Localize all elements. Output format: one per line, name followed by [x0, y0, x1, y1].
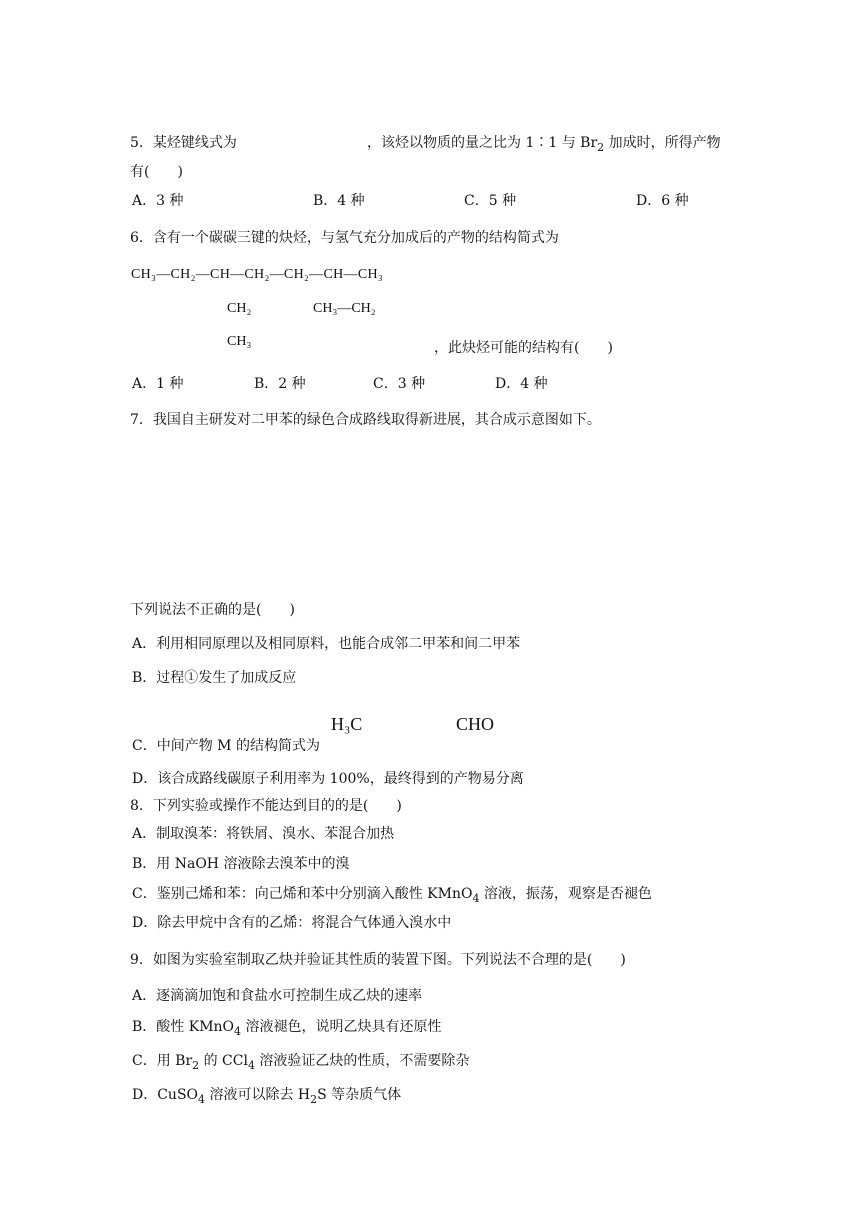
q9-label-kmno4: KMnO₄: [634, 1071, 670, 1083]
q7-option-a: A．利用相同原理以及相同原料，也能合成邻二甲苯和间二甲苯: [132, 636, 521, 652]
q5-stem-a: 5．某烃键线式为: [130, 135, 237, 151]
q7-isoprene: H₂C═C—CH═CH₂: [253, 472, 341, 484]
q7-process2: 过程②: [472, 543, 505, 555]
q7-plus: +: [596, 482, 604, 497]
q8-stem: 8．下列实验或操作不能达到目的的是( ): [130, 798, 402, 814]
q6-branch1-ch3: CH₃: [227, 334, 252, 349]
q6-option-d: D．4 种: [495, 376, 548, 392]
q7-acrolein-name: 丙烯醛: [280, 559, 313, 571]
q5-stem-line2: 有( ): [130, 164, 183, 180]
q6-option-b: B．2 种: [254, 376, 306, 392]
q5-option-a: A．3 种: [132, 193, 184, 209]
q7-product: 对二甲苯: [534, 548, 578, 560]
q7-question: 下列说法不正确的是( ): [130, 602, 295, 618]
q6-option-c: C．3 种: [373, 376, 426, 392]
q7-acrolein-o: O: [331, 523, 339, 535]
q7-isoprene-ch3: CH₃: [286, 492, 306, 504]
q9-option-a: A．逐滴滴加饱和食盐水可控制生成乙炔的速率: [132, 988, 423, 1004]
q9-option-b: B．酸性 KMnO$_4$ 溶液褪色，说明乙炔具有还原性: [132, 1019, 442, 1038]
q9-stem: 9．如图为实验室制取乙炔并验证其性质的装置下图。下列说法不合理的是( ): [130, 952, 626, 968]
q9-label-cuso4-solution: 溶液: [576, 1083, 601, 1097]
q5-option-b: B．4 种: [313, 193, 365, 209]
q9-label-brine: 饱和食盐水: [530, 1005, 591, 1019]
q5-option-d: D．6 种: [636, 193, 689, 209]
q7-process1: 过程①: [372, 496, 405, 508]
q9-option-d: D．CuSO$_4$ 溶液可以除去 $H_2S$ 等杂质气体: [132, 1087, 402, 1106]
q7-catalyst: 催化剂: [484, 573, 517, 585]
q9-label-cuso4: CuSO₄: [576, 1069, 607, 1081]
q8-option-a: A．制取溴苯：将铁屑、溴水、苯混合加热: [132, 826, 395, 842]
q6-branch2: CH₃—CH₂: [313, 301, 376, 316]
q6-tail: ，此炔烃可能的结构有( ): [434, 340, 613, 356]
q9-label-kmno4-solution: 溶液: [645, 1085, 670, 1099]
q9-label-carbide: 电石: [533, 1067, 558, 1081]
q9-option-c: C．用 $Br_2$ 的 CCl$_4$ 溶液验证乙炔的性质，不需要除杂: [132, 1053, 470, 1072]
q7-stem: 7．我国自主研发对二甲苯的绿色合成路线取得新进展，其合成示意图如下。: [130, 412, 601, 428]
q6-branch1-ch2: CH₂: [227, 301, 252, 316]
q8-option-c: C．鉴别己烯和苯：向己烯和苯中分别滴入酸性 KMnO$_4$ 溶液，振荡，观察是否褪色: [132, 886, 652, 905]
q7-option-c-right: CHO: [456, 714, 495, 734]
q6-option-a: A．1 种: [132, 376, 184, 392]
q7-option-c-left: H₃C: [331, 714, 363, 734]
q6-stem: 6．含有一个碳碳三键的炔烃，与氢气充分加成后的产物的结构简式为: [130, 230, 559, 246]
q6-formula-main: CH₃—CH₂—CH—CH₂—CH₂—CH—CH₃: [131, 267, 384, 282]
q7-option-d: D．该合成路线碳原子利用率为 100%，最终得到的产物易分离: [132, 771, 524, 787]
q5-option-c: C．5 种: [464, 193, 517, 209]
q9-label-acidic: 酸性: [645, 1053, 670, 1067]
q7-option-c: C．中间产物 M 的结构简式为: [132, 738, 320, 754]
q7-isoprene-name: 异戊二烯: [270, 505, 314, 517]
q5-stem-b: ，该烃以物质的量之比为 1∶1 与 $Br_2$ 加成时，所得产物: [367, 135, 721, 154]
q8-option-b: B．用 NaOH 溶液除去溴苯中的溴: [132, 856, 350, 872]
q7-acrolein: H₂C═CH—C—H: [262, 543, 342, 555]
q7-m-label: M: [438, 546, 448, 558]
q7-option-b: B．过程①发生了加成反应: [132, 670, 297, 686]
q8-option-d: D．除去甲烷中含有的乙烯：将混合气体通入溴水中: [132, 915, 452, 931]
